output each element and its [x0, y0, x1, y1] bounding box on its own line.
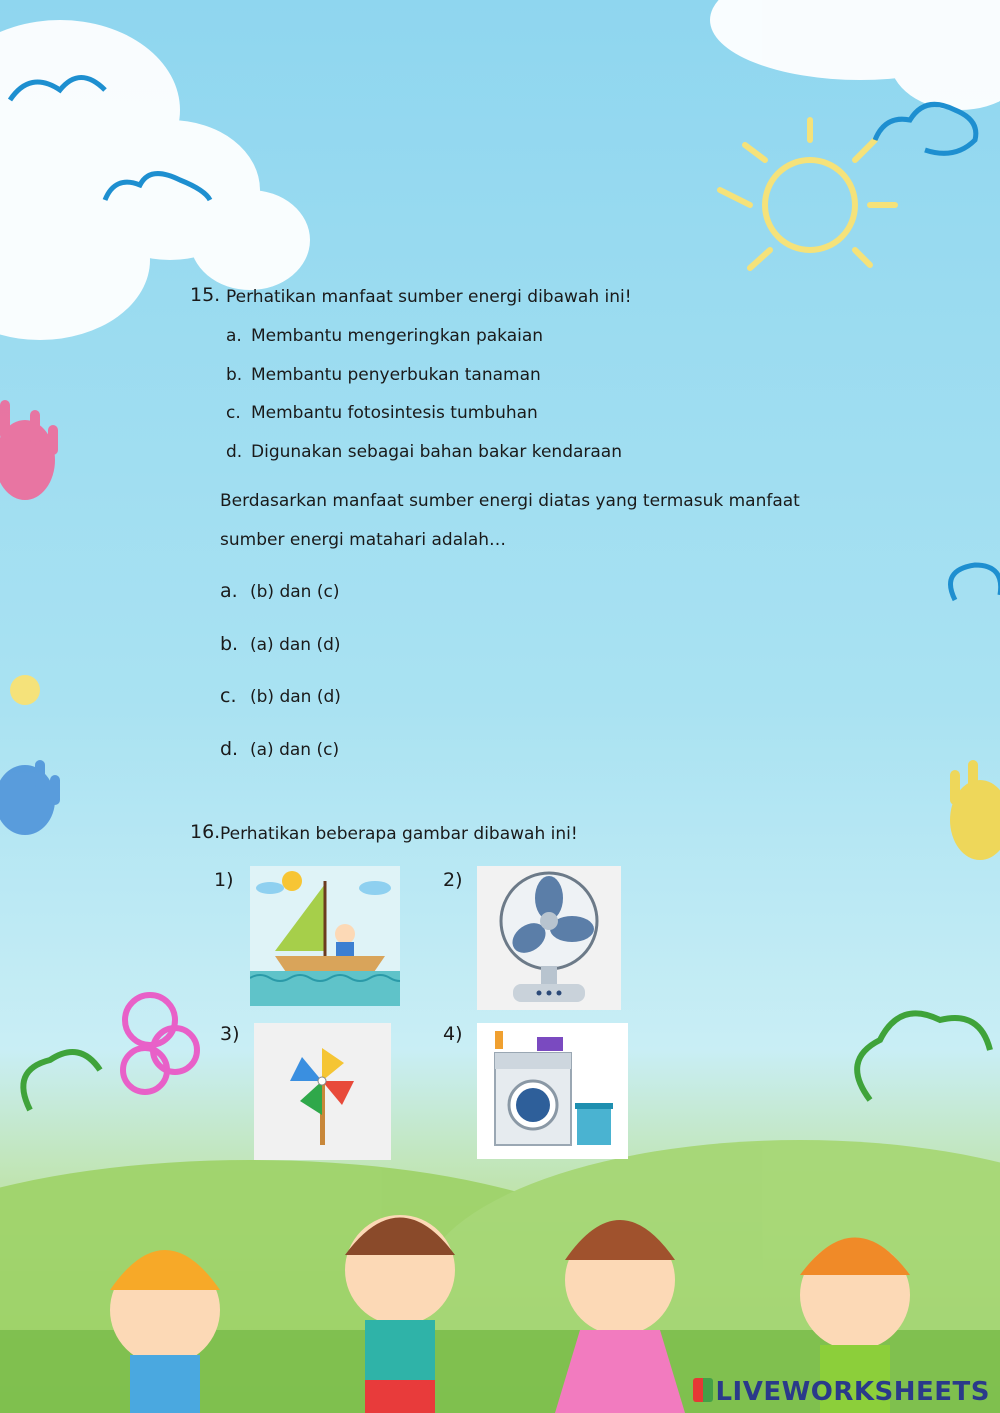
flower-outline-icon [123, 995, 197, 1092]
q15-option-text[interactable]: (b) dan (c) [250, 582, 340, 602]
q15-statement-text: Digunakan sebagai bahan bakar kendaraan [251, 442, 622, 462]
q15-statement-text: Membantu mengeringkan pakaian [251, 326, 544, 346]
q15-prompt: Perhatikan manfaat sumber energi dibawah ini! [226, 287, 632, 307]
q15-statement-letter: b. [226, 365, 243, 385]
q16-prompt: Perhatikan beberapa gambar dibawah ini! [220, 824, 578, 844]
q15-option-text[interactable]: (a) dan (c) [250, 740, 340, 760]
washing-machine-icon [477, 1023, 628, 1159]
q15-option-letter[interactable]: b. [220, 633, 239, 655]
picture-label: 1) [214, 869, 234, 891]
q15-statement-letter: a. [226, 326, 242, 346]
picture-label: 2) [443, 869, 463, 891]
handprint-icon [950, 760, 1000, 860]
q16-number: 16. [190, 821, 221, 843]
picture-label: 4) [443, 1023, 463, 1045]
handprint-icon [0, 760, 60, 835]
liveworksheets-logo [693, 1377, 990, 1407]
q15-option-text[interactable]: (a) dan (d) [250, 635, 341, 655]
q15-number: 15. [190, 284, 221, 306]
liveworksheets-logo-icon [693, 1378, 713, 1402]
q15-question-line: sumber energi matahari adalah… [220, 530, 507, 550]
q15-option-letter[interactable]: a. [220, 580, 238, 602]
q15-option-letter[interactable]: c. [220, 685, 237, 707]
sun-icon [720, 120, 895, 268]
brand-text: LIVEWORKSHEETS [715, 1377, 990, 1407]
handprint-icon [0, 400, 58, 500]
q15-statement-letter: c. [226, 403, 241, 423]
picture-label: 3) [220, 1023, 240, 1045]
q15-option-letter[interactable]: d. [220, 738, 239, 760]
q15-option-text[interactable]: (b) dan (d) [250, 687, 341, 707]
electric-fan-icon [477, 866, 621, 1010]
cloud-icon [710, 0, 1000, 110]
q15-statement-letter: d. [226, 442, 243, 462]
pinwheel-icon [254, 1023, 391, 1160]
dot-icon [10, 675, 40, 705]
q15-statement-text: Membantu fotosintesis tumbuhan [251, 403, 538, 423]
q15-statement-text: Membantu penyerbukan tanaman [251, 365, 541, 385]
sailboat-icon [250, 866, 400, 1006]
q15-question-line: Berdasarkan manfaat sumber energi diatas yang termasuk manfaat [220, 491, 800, 511]
